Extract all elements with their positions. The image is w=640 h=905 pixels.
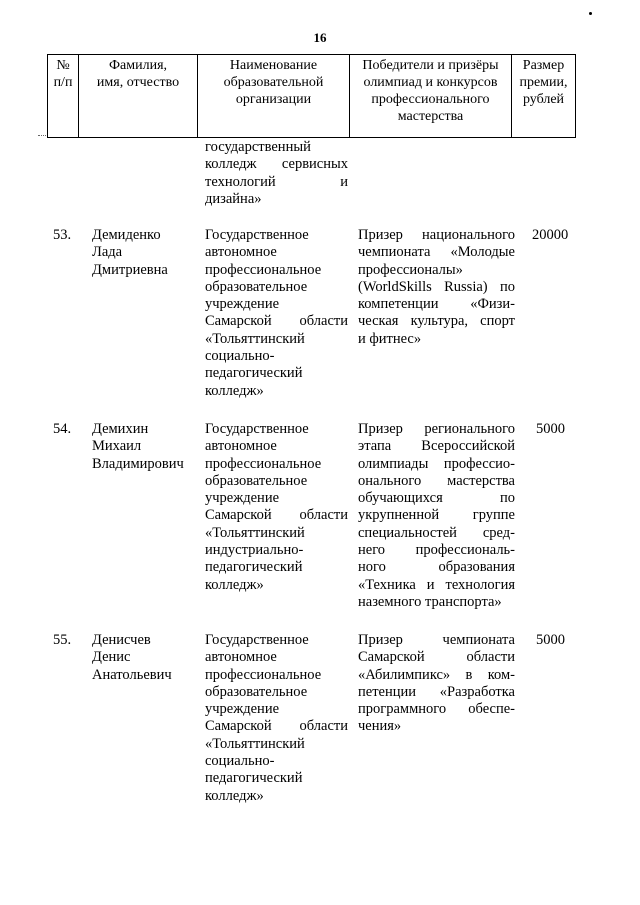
header-organization: Наименование образовательной организации: [198, 55, 350, 138]
row-54-organization: Государственное автономное профессиональное образовательное учреждение Самарской области «Тольяттинский индустриально- педагогический колледж»: [205, 421, 348, 593]
page-number: 16: [313, 30, 327, 45]
row-53-organization: Государственное автономное профессиональное образовательное учреждение Самарской области «Тольяттинский социально- педагогический колледж»: [205, 227, 348, 399]
row-55-organization: Государственное автономное профессиональное образовательное учреждение Самарской области «Тольяттинский социально- педагогический колледж»: [205, 632, 348, 804]
row-53-number: 53.: [53, 227, 72, 243]
continuation-organization: государственный колледж сервисных технологий и дизайна»: [205, 139, 348, 207]
header-number: № п/п: [48, 55, 79, 138]
header-prize: Размер премии, рублей: [512, 55, 576, 138]
row-53-name: Демиденко Лада Дмитриевна: [92, 227, 168, 278]
row-55-prize: 5000: [536, 632, 565, 648]
header-winners: Победители и призёры олимпиад и конкурсов профессионального мастерства: [350, 55, 512, 138]
row-54-award: Призер регионального этапа Всероссийской олимпиады профессио- онального мастерства обучающихся по укрупненной группе специальностей сред- него профессиональ- ного образования «Техника и технология наземного транспорта»: [358, 421, 515, 610]
row-54-number: 54.: [53, 421, 72, 437]
row-55-number: 55.: [53, 632, 72, 648]
row-53-award: Призер национального чемпионата «Молодые профессионалы» (WorldSkills Russia) по компетенции «Физи- ческая культура, спорт и фитнес»: [358, 227, 515, 347]
speck: [589, 12, 592, 15]
row-55-name: Денисчев Денис Анатольевич: [92, 632, 172, 683]
scan-artifact-line: [38, 135, 46, 136]
row-53-prize: 20000: [532, 227, 569, 243]
table-header: [47, 54, 576, 138]
row-55-award: Призер чемпионата Самарской области «Абилимпикс» в ком- петенции «Разработка программного обеспе- чения»: [358, 632, 515, 735]
row-54-prize: 5000: [536, 421, 565, 437]
row-54-name: Демихин Михаил Владимирович: [92, 421, 184, 472]
header-full-name: Фамилия, имя, отчество: [79, 55, 198, 138]
